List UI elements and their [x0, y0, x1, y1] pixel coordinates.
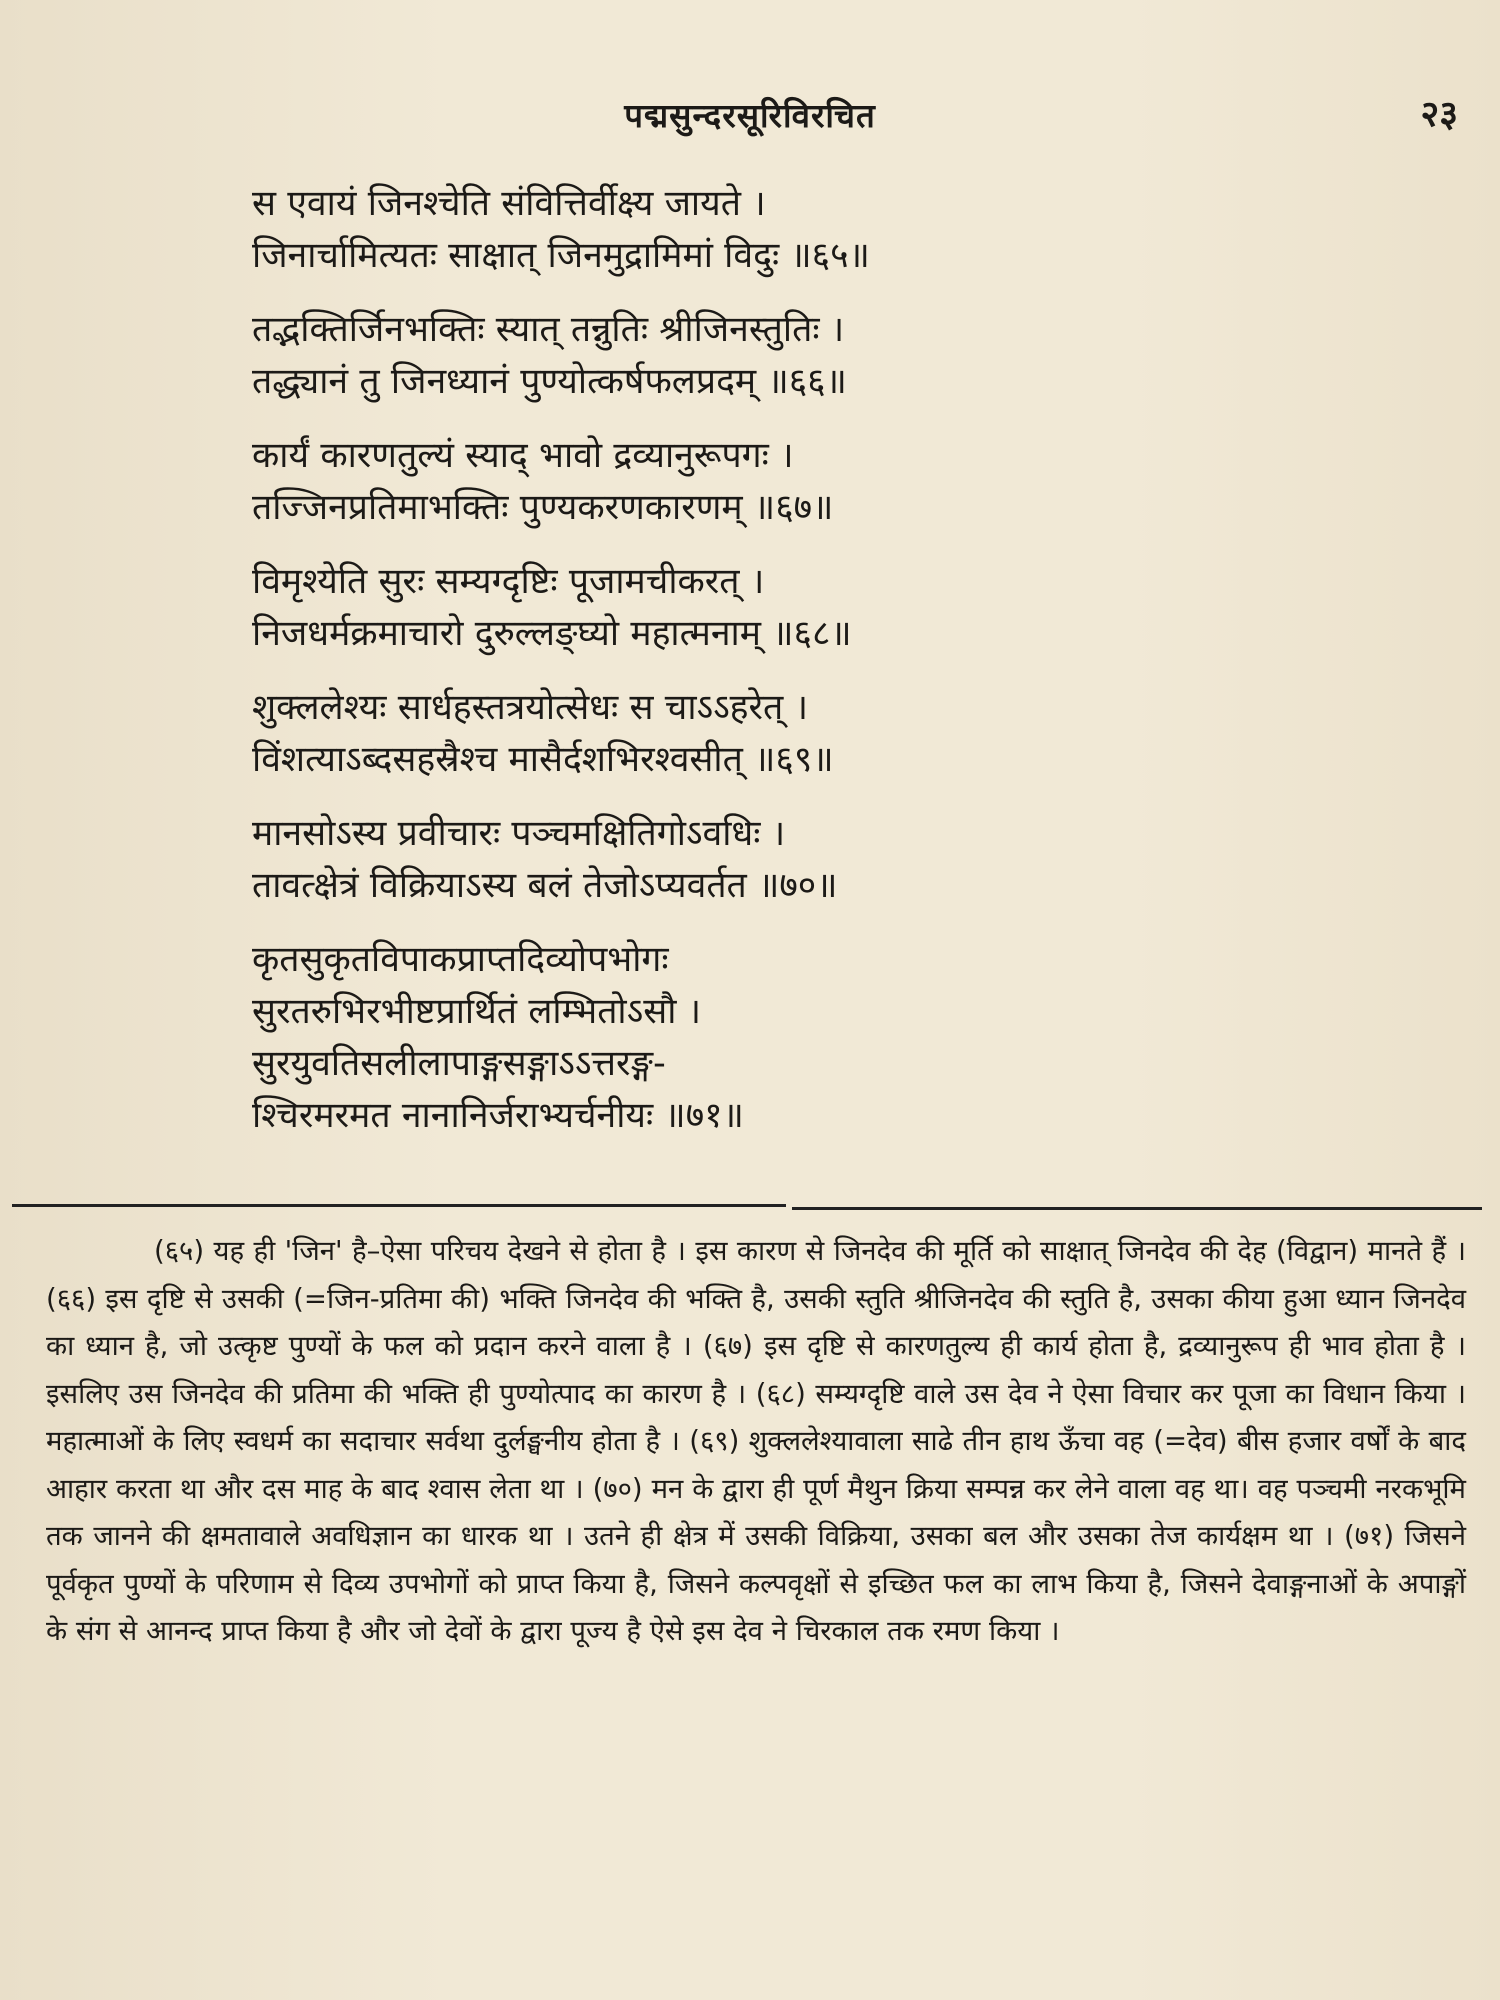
- hindi-translation: [46, 1228, 1466, 1656]
- section-divider: [12, 1204, 786, 1207]
- section-divider: [792, 1207, 1482, 1210]
- verse-line: शुक्ललेश्यः सार्धहस्तत्रयोत्सेधः स चाऽऽहरेत् ।: [252, 687, 809, 728]
- verse-line: निजधर्मक्रमाचारो दुरुल्लङ्घ्यो महात्मनाम् ॥६८॥: [252, 613, 852, 654]
- verse-70: [252, 808, 1352, 912]
- verse-line: तद्ध्यानं तु जिनध्यानं पुण्योत्कर्षफलप्रदम् ॥६६॥: [252, 361, 847, 402]
- verse-line: श्चिरमरमत नानानिर्जराभ्यर्चनीयः ॥७१॥: [252, 1095, 744, 1136]
- verse-67: [252, 430, 1352, 534]
- verse-65: [252, 178, 1352, 282]
- verse-66: [252, 304, 1352, 408]
- translation-paragraph: (६५) यह ही 'जिन' है–ऐसा परिचय देखने से होता है । इस कारण से जिनदेव की मूर्ति को साक्षात् जिनदेव की देह (विद्वान) मानते हैं । (६६) इस दृष्टि से उसकी (=जिन-प्रतिमा की) भक्ति जिनदेव की भक्ति है, उसकी स्तुति श्रीजिनदेव की स्तुति है, उसका कीया हुआ ध्यान जिनदेव का ध्यान है, जो उत्कृष्ट पुण्यों के फल को प्रदान करने वाला है । (६७) इस दृष्टि से कारणतुल्य ही कार्य होता है, द्रव्यानुरूप ही भाव होता है । इसलिए उस जिनदेव की प्रतिमा की भक्ति ही पुण्योत्पाद का कारण है । (६८) सम्यग्दृष्टि वाले उस देव ने ऐसा विचार कर पूजा का विधान किया । महात्माओं के लिए स्वधर्म का सदाचार सर्वथा दुर्लङ्घनीय होता है । (६९) शुक्ललेश्यावाला साढे तीन हाथ ऊँचा वह (=देव) बीस हजार वर्षों के बाद आहार करता था और दस माह के बाद श्वास लेता था । (७०) मन के द्वारा ही पूर्ण मैथुन क्रिया सम्पन्न कर लेने वाला वह था। वह पञ्चमी नरकभूमि तक जानने की क्षमतावाले अवधिज्ञान का धारक था । उतने ही क्षेत्र में उसकी विक्रिया, उसका बल और उसका तेज कार्यक्षम था । (७१) जिसने पूर्वकृत पुण्यों के परिणाम से दिव्य उपभोगों को प्राप्त किया है, जिसने कल्पवृक्षों से इच्छित फल का लाभ किया है, जिसने देवाङ्गनाओं के अपाङ्गों के संग से आनन्द प्राप्त किया है और जो देवों के द्वारा पूज्य है ऐसे इस देव ने चिरकाल तक रमण किया ।: [46, 1235, 1466, 1647]
- verse-69: [252, 682, 1352, 786]
- verse-71: [252, 934, 1352, 1142]
- sanskrit-verses: [252, 178, 1352, 1164]
- verse-line: विमृश्येति सुरः सम्यग्दृष्टिः पूजामचीकरत् ।: [252, 561, 765, 602]
- page-number: २३: [1420, 94, 1458, 135]
- verse-line: तद्भक्तिर्जिनभक्तिः स्यात् तन्नुतिः श्रीजिनस्तुतिः ।: [252, 309, 845, 350]
- verse-line: सुरयुवतिसलीलापाङ्गसङ्गाऽऽत्तरङ्ग-: [252, 1043, 666, 1084]
- verse-line: मानसोऽस्य प्रवीचारः पञ्चमक्षितिगोऽवधिः ।: [252, 813, 786, 854]
- verse-68: [252, 556, 1352, 660]
- verse-line: कृतसुकृतविपाकप्राप्तदिव्योपभोगः: [252, 939, 669, 980]
- verse-line: स एवायं जिनश्चेति संवित्तिर्वीक्ष्य जायते ।: [252, 183, 766, 224]
- verse-line: तज्जिनप्रतिमाभक्तिः पुण्यकरणकारणम् ॥६७॥: [252, 487, 834, 528]
- verse-line: जिनार्चामित्यतः साक्षात् जिनमुद्रामिमां विदुः ॥६५॥: [252, 235, 870, 276]
- verse-line: कार्यं कारणतुल्यं स्याद् भावो द्रव्यानुरूपगः ।: [252, 435, 794, 476]
- verse-line: सुरतरुभिरभीष्टप्रार्थितं लम्भितोऽसौ ।: [252, 991, 702, 1032]
- verse-line: विंशत्याऽब्दसहस्रैश्च मासैर्दशभिरश्वसीत् ॥६९॥: [252, 739, 834, 780]
- verse-line: तावत्क्षेत्रं विक्रियाऽस्य बलं तेजोऽप्यवर्तत ॥७०॥: [252, 865, 838, 906]
- page-header-title: पद्मसुन्दरसूरिविरचित: [624, 96, 876, 135]
